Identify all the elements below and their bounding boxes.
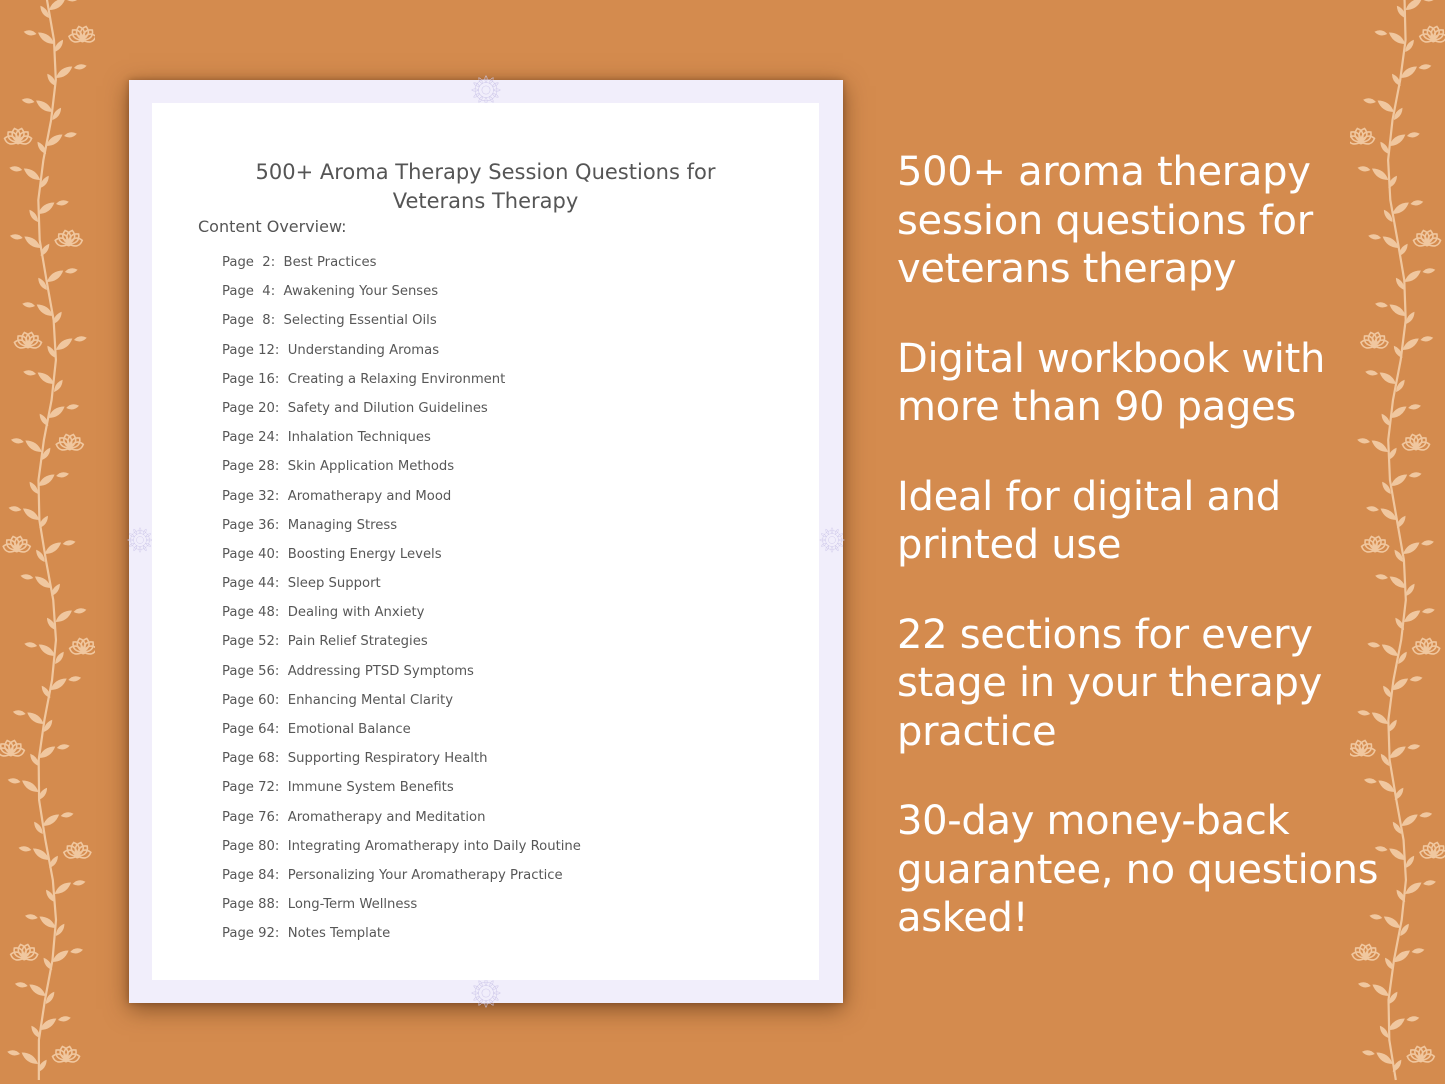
feature-text: Ideal for digital and printed use: [897, 473, 1281, 568]
toc-page-number: Page 80:: [222, 838, 280, 854]
toc-section-title: Dealing with Anxiety: [287, 605, 425, 621]
toc-section-title: Pain Relief Strategies: [287, 634, 428, 650]
toc-section-title: Notes Template: [287, 926, 391, 942]
toc-page-number: Page 8:: [222, 313, 276, 329]
toc-item: [222, 808, 581, 837]
toc-page-number: Page 28:: [222, 459, 280, 475]
toc-section-title: Inhalation Techniques: [287, 430, 431, 446]
toc-section-title: Long-Term Wellness: [287, 897, 418, 913]
toc-page-number: Page 24:: [222, 430, 280, 446]
toc-section-title: Safety and Dilution Guidelines: [287, 400, 488, 416]
toc-section-title: Boosting Energy Levels: [287, 546, 442, 562]
toc-section-title: Personalizing Your Aromatherapy Practice: [287, 867, 563, 883]
toc-page-number: Page 60:: [222, 692, 280, 708]
toc-item: [222, 545, 581, 574]
toc-section-title: Addressing PTSD Symptoms: [287, 663, 474, 679]
toc-item: [222, 399, 581, 428]
toc-page-number: Page 76:: [222, 809, 280, 825]
feature-list: [897, 148, 1417, 984]
toc-item: [222, 282, 581, 311]
toc-item: [222, 691, 581, 720]
toc-item: [222, 341, 581, 370]
toc-section-title: Supporting Respiratory Health: [287, 751, 488, 767]
document-title-line-2: Veterans Therapy: [392, 189, 579, 213]
document-page: [152, 103, 819, 980]
toc-section-title: Emotional Balance: [287, 722, 411, 737]
toc-section-title: Creating a Relaxing Environment: [287, 371, 506, 387]
toc-page-number: Page 12:: [222, 342, 280, 358]
feature-text: 500+ aroma therapy session questions for veterans therapy: [897, 149, 1313, 292]
toc-item: [222, 487, 581, 516]
document-title: [152, 158, 819, 216]
toc-item: [222, 632, 581, 661]
toc-page-number: Page 52:: [222, 634, 280, 650]
toc-item: [222, 720, 581, 749]
toc-section-title: Skin Application Methods: [287, 459, 455, 475]
toc-page-number: Page 48:: [222, 605, 280, 621]
toc-page-number: Page 40:: [222, 546, 280, 562]
mandala-top-icon: [376, 75, 596, 105]
table-of-contents: [222, 253, 581, 954]
toc-page-number: Page 56:: [222, 663, 280, 679]
toc-page-number: Page 92:: [222, 926, 280, 942]
toc-item: [222, 457, 581, 486]
toc-section-title: Managing Stress: [287, 517, 398, 533]
toc-item: [222, 370, 581, 399]
toc-item: [222, 866, 581, 895]
toc-page-number: Page 4:: [222, 284, 276, 300]
toc-section-title: Aromatherapy and Mood: [287, 488, 452, 504]
toc-item: [222, 311, 581, 340]
toc-page-number: Page 2:: [222, 255, 276, 270]
toc-section-title: Aromatherapy and Meditation: [287, 809, 486, 825]
toc-item: [222, 778, 581, 807]
feature-text: 22 sections for every stage in your therapy practice: [897, 611, 1322, 755]
toc-page-number: Page 36:: [222, 517, 280, 533]
toc-page-number: Page 64:: [222, 722, 280, 737]
toc-section-title: Sleep Support: [287, 576, 381, 592]
toc-item: [222, 662, 581, 691]
toc-page-number: Page 88:: [222, 897, 280, 913]
toc-item: [222, 895, 581, 924]
toc-section-title: Enhancing Mental Clarity: [287, 692, 454, 708]
toc-page-number: Page 44:: [222, 576, 280, 592]
content-overview-label: Content Overview:: [198, 217, 347, 236]
toc-section-title: Understanding Aromas: [287, 342, 440, 358]
toc-item: [222, 924, 581, 953]
document-preview: [129, 80, 843, 1003]
toc-item: [222, 603, 581, 632]
toc-item: [222, 516, 581, 545]
toc-section-title: Awakening Your Senses: [283, 284, 439, 300]
feature-text: 30-day money-back guarantee, no questions asked!: [897, 798, 1379, 941]
toc-item: [222, 428, 581, 457]
toc-section-title: Selecting Essential Oils: [283, 313, 437, 329]
toc-page-number: Page 16:: [222, 371, 280, 387]
mandala-right-icon: [819, 450, 845, 630]
toc-page-number: Page 84:: [222, 867, 280, 883]
mandala-bottom-icon: [376, 978, 596, 1008]
toc-item: [222, 253, 581, 282]
mandala-left-icon: [127, 450, 153, 630]
toc-page-number: Page 20:: [222, 400, 280, 416]
toc-item: [222, 837, 581, 866]
toc-section-title: Integrating Aromatherapy into Daily Routine: [287, 838, 581, 854]
toc-section-title: Immune System Benefits: [287, 780, 454, 796]
toc-page-number: Page 72:: [222, 780, 280, 796]
toc-page-number: Page 32:: [222, 488, 280, 504]
toc-item: [222, 574, 581, 603]
toc-item: [222, 749, 581, 778]
toc-section-title: Best Practices: [283, 255, 377, 270]
document-title-line-1: 500+ Aroma Therapy Session Questions for: [255, 160, 716, 184]
floral-vine-left-icon: [0, 0, 95, 1084]
toc-page-number: Page 68:: [222, 751, 280, 767]
feature-text: Digital workbook with more than 90 pages: [897, 335, 1326, 430]
